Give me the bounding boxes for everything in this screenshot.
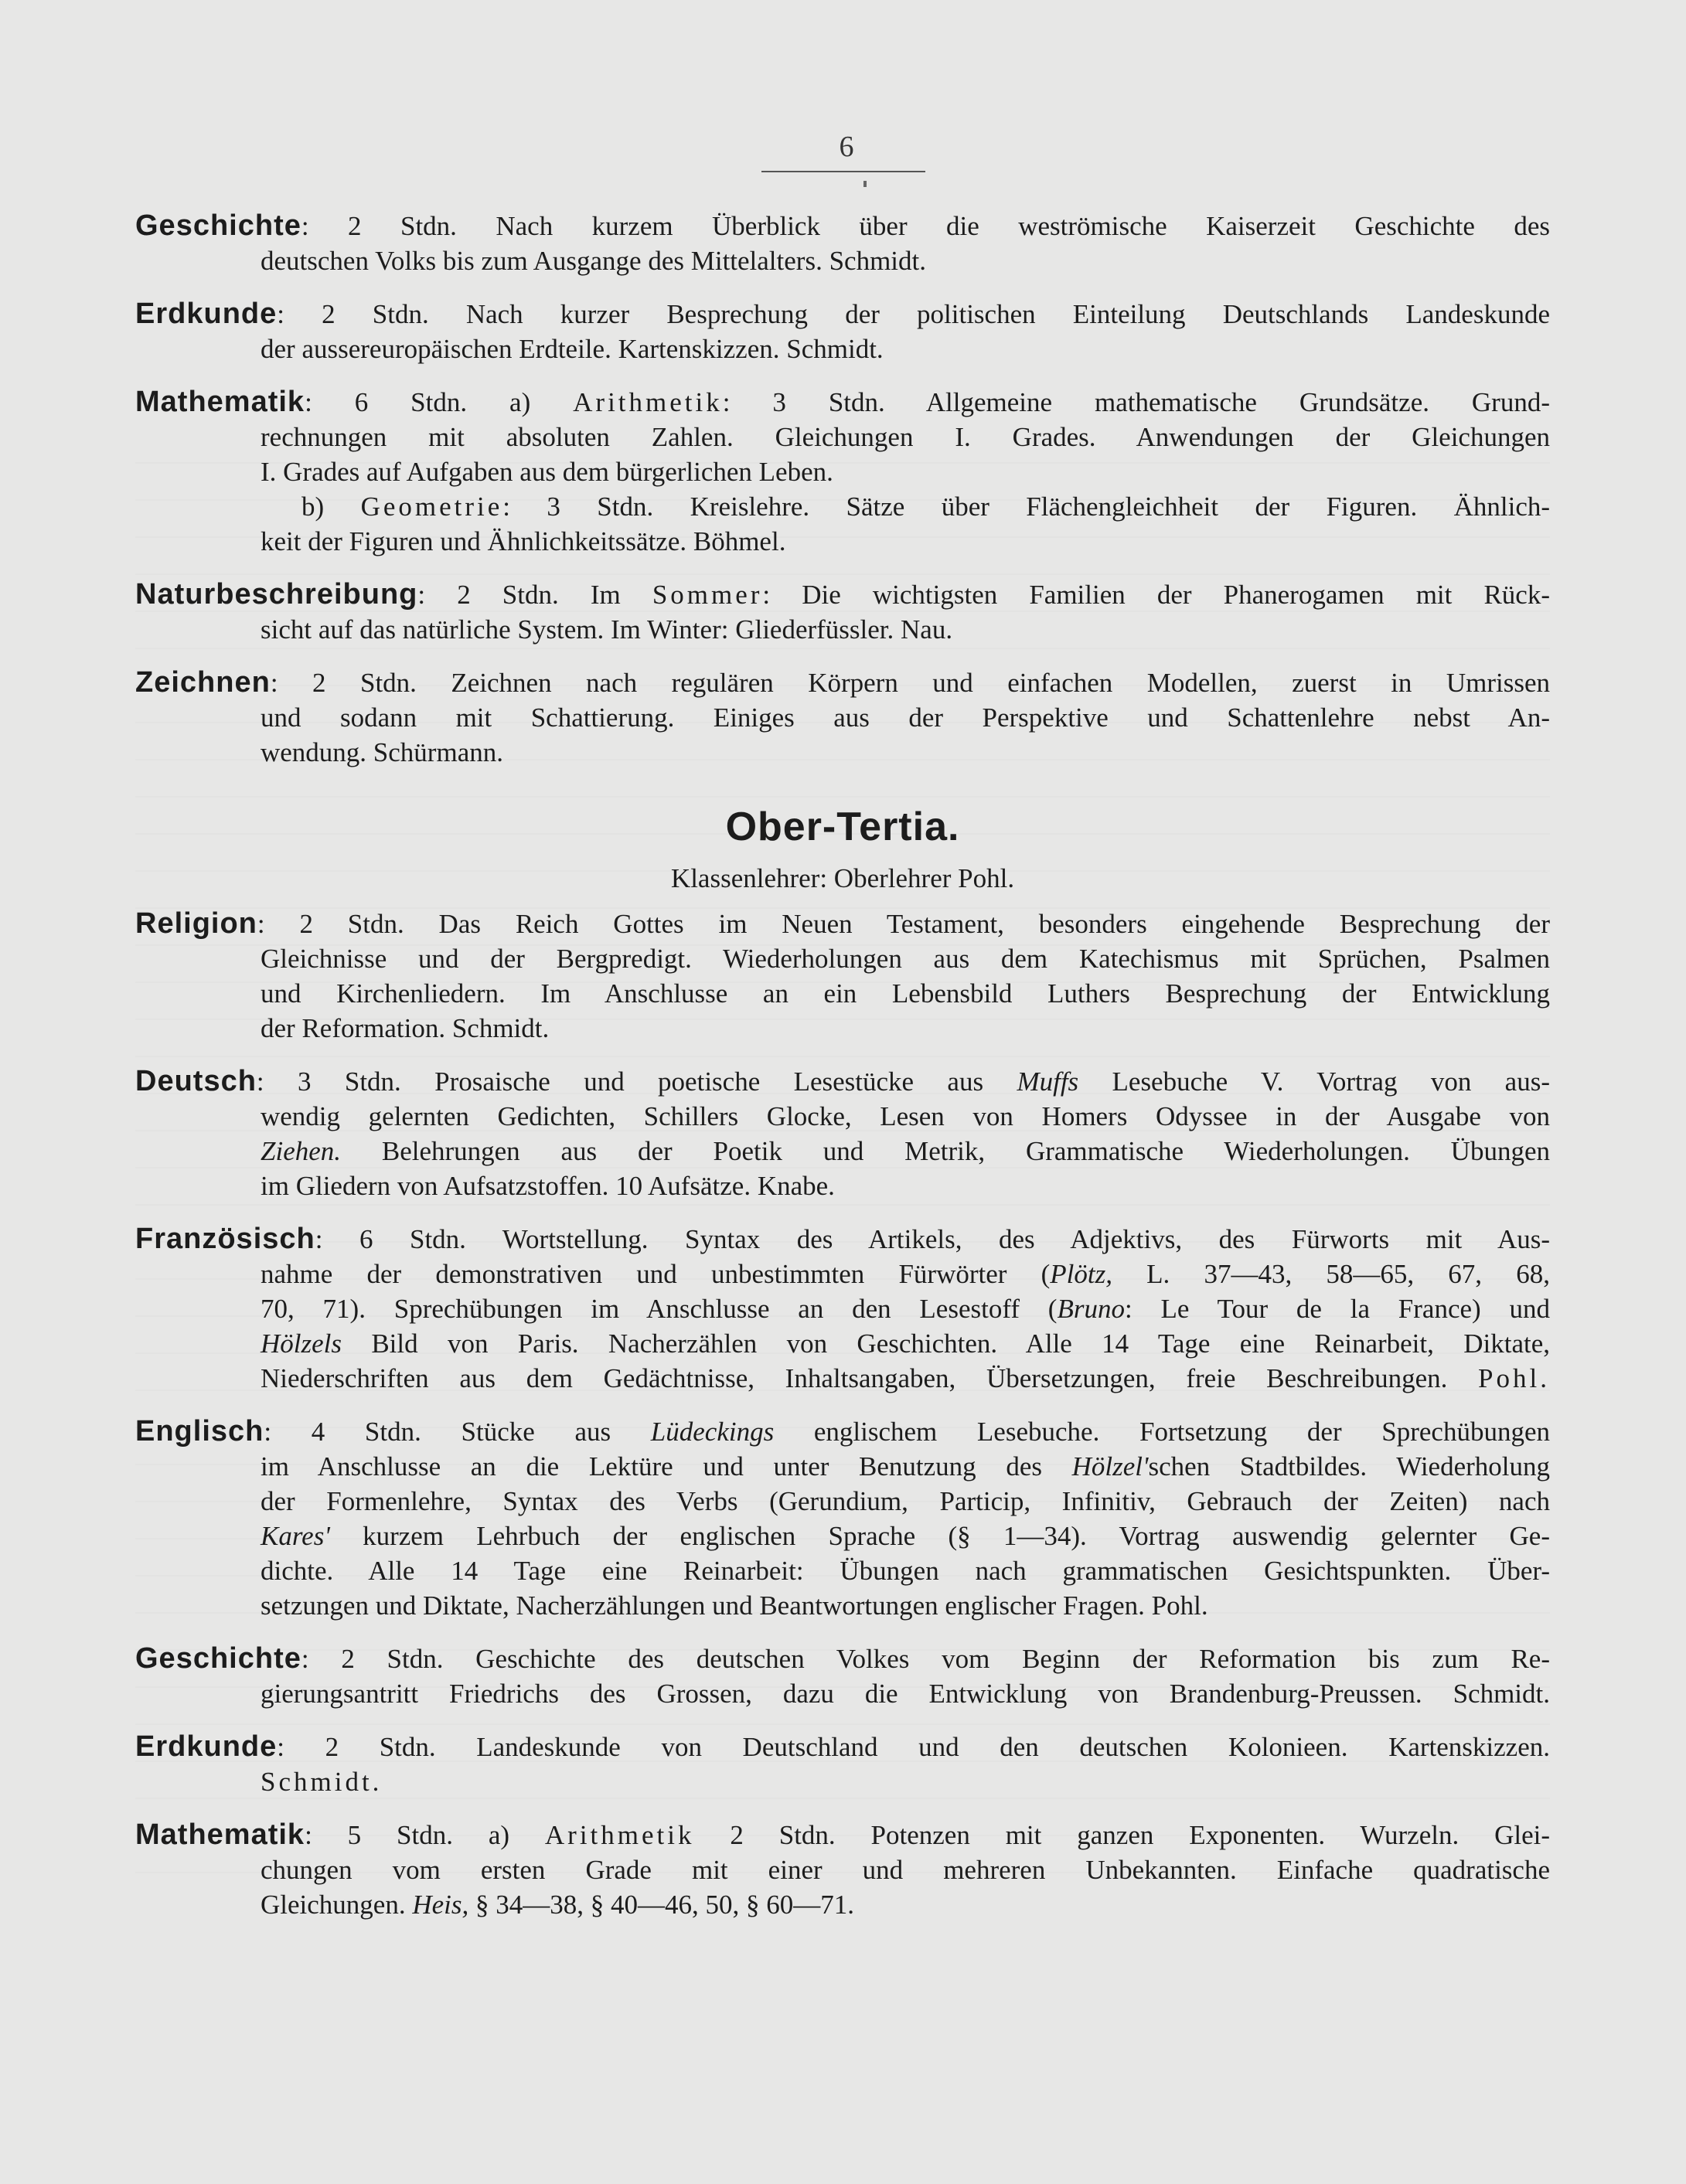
line-text-part: : 6 Stdn. a) [305, 387, 574, 417]
subject-heading: Erdkunde [135, 1730, 278, 1763]
text-line: Gleichnisse und der Bergpredigt. Wiederholungen aus dem Katechismus mit Sprüchen, Psalmen [261, 944, 1550, 974]
spaced-term: Arithmetik [544, 1820, 695, 1850]
text-line: der aussereuropäischen Erdteile. Kartenskizzen. Schmidt. [261, 334, 884, 364]
document-body [135, 209, 1550, 1941]
class-teacher-line: Klassenlehrer: Oberlehrer Pohl. [670, 863, 1015, 893]
line-text-part: : 2 Stdn. Im [417, 580, 652, 610]
line-text-part: 2 Stdn. Potenzen mit ganzen Exponenten. Wurzeln. Glei- [694, 1820, 1551, 1850]
text-line [135, 1222, 1550, 1257]
line-text-part: englischem Lesebuche. Fortsetzung der Sprechübungen [774, 1417, 1550, 1447]
line-text-part: § 34—38, § 40—46, 50, § 60—71. [468, 1890, 854, 1920]
line-text-part: : 4 Stdn. Stücke aus [264, 1417, 651, 1447]
line-text-part: 70, 71). Sprechübungen im Anschlusse an den Lesestoff ( [261, 1294, 1058, 1324]
text-line: setzungen und Diktate, Nacherzählungen und Beantwortungen englischer Fragen. Pohl. [261, 1590, 1208, 1621]
line-text-part: Niederschriften aus dem Gedächtnisse, Inhaltsangaben, Übersetzungen, freie Beschreibungen. [261, 1363, 1479, 1393]
line-text-part: Gleichungen. [261, 1890, 413, 1920]
text-line: und sodann mit Schattierung. Einiges aus der Perspektive und Schattenlehre nebst An- [261, 702, 1550, 733]
line-text-part: : 2 Stdn. Geschichte des deutschen Volkes vom Beginn der Reformation bis zum Re- [301, 1644, 1550, 1674]
subject-heading: Mathematik [135, 386, 305, 418]
spaced-term: Pohl. [1478, 1363, 1550, 1393]
text-line [135, 1064, 1550, 1099]
line-text-part: Lesebuche V. Vortrag von aus- [1078, 1066, 1550, 1097]
entry-naturbeschreibung [135, 577, 1550, 647]
text-line [135, 1257, 1550, 1291]
line-text-part: schen Stadtbildes. Wiederholung [1148, 1451, 1551, 1482]
page-number-rule [761, 171, 925, 172]
rule-tick-mark [863, 181, 867, 187]
text-line: I. Grades auf Aufgaben aus dem bürgerlichen Leben. [261, 457, 833, 487]
text-line: der Formenlehre, Syntax des Verbs (Gerundium, Particip, Infinitiv, Gebrauch der Zeiten) nach [261, 1486, 1550, 1516]
text-line: gierungsantritt Friedrichs des Grossen, dazu die Entwicklung von Brandenburg-Preussen. Schmidt. [261, 1679, 1550, 1709]
entry-mathematik-ober [135, 1818, 1550, 1922]
italic-term: Hölzel' [1071, 1451, 1149, 1482]
page-number: 6 [839, 131, 854, 163]
line-text-part: kurzem Lehrbuch der englischen Sprache (§ 1—34). Vortrag auswendig gelernter Ge- [329, 1521, 1550, 1551]
subject-heading: Erdkunde [135, 298, 278, 330]
line-text-part: Bild von Paris. Nacherzählen von Geschichten. Alle 14 Tage eine Reinarbeit, Diktate, [342, 1328, 1550, 1359]
text-line [135, 209, 1550, 243]
entry-erdkunde [135, 297, 1550, 366]
text-line: rechnungen mit absoluten Zahlen. Gleichungen I. Grades. Anwendungen der Gleichungen [261, 422, 1550, 452]
entry-englisch [135, 1414, 1550, 1623]
entry-religion [135, 907, 1550, 1046]
spaced-term: Sommer [652, 580, 763, 610]
line-text-part: : 3 Stdn. Kreislehre. Sätze über Flächengleichheit der Figuren. Ähnlich- [502, 492, 1551, 522]
text-line [135, 1818, 1550, 1852]
text-line [135, 1326, 1550, 1361]
italic-term: Hölzels [261, 1328, 342, 1359]
text-line [135, 1730, 1550, 1764]
subject-heading: Deutsch [135, 1065, 257, 1097]
text-line: sicht auf das natürliche System. Im Winter: Gliederfüssler. Nau. [261, 614, 953, 645]
text-line [135, 1414, 1550, 1449]
text-line [135, 1134, 1550, 1169]
line-text-part: : 3 Stdn. Prosaische und poetische Lesestücke aus [256, 1066, 1017, 1097]
entry-zeichnen [135, 665, 1550, 770]
subject-heading: Französisch [135, 1223, 315, 1255]
line-text-part: : 2 Stdn. Nach kurzer Besprechung der politischen Einteilung Deutschlands Landeskunde [277, 299, 1550, 329]
text-line [135, 1519, 1550, 1553]
subject-heading: Religion [135, 907, 257, 940]
line-text-part: : Le Tour de la France) und [1124, 1294, 1550, 1324]
line-text-part: im Anschlusse an die Lektüre und unter Benutzung des [261, 1451, 1072, 1482]
line-text-part: b) [301, 492, 361, 522]
subject-heading: Geschichte [135, 1642, 301, 1675]
line-text-part: : 3 Stdn. Allgemeine mathematische Grundsätze. Grund- [722, 387, 1550, 417]
text-line: Schmidt. [261, 1767, 383, 1797]
italic-term: Heis, [412, 1890, 469, 1920]
text-line [135, 1449, 1550, 1484]
text-line: und Kirchenliedern. Im Anschlusse an ein Lebensbild Luthers Besprechung der Entwicklung [261, 978, 1550, 1009]
subject-heading: Mathematik [135, 1818, 305, 1851]
line-text-part: : 2 Stdn. Nach kurzem Überblick über die weströmische Kaiserzeit Geschichte des [301, 211, 1550, 241]
text-line [135, 1361, 1550, 1396]
text-line [135, 1887, 1550, 1922]
text-line [135, 489, 1550, 524]
italic-term: Lüdeckings [650, 1417, 775, 1447]
entry-deutsch [135, 1064, 1550, 1203]
text-line [135, 385, 1550, 420]
text-line: keit der Figuren und Ähnlichkeitssätze. Böhmel. [261, 526, 786, 556]
text-line [135, 297, 1550, 332]
text-line: wendig gelernten Gedichten, Schillers Glocke, Lesen von Homers Odyssee in der Ausgabe von [261, 1101, 1550, 1131]
text-line [135, 907, 1550, 941]
text-line: dichte. Alle 14 Tage eine Reinarbeit: Übungen nach grammatischen Gesichtspunkten. Über- [261, 1556, 1550, 1586]
line-text-part: : 2 Stdn. Das Reich Gottes im Neuen Testament, besonders eingehende Besprechung der [257, 909, 1550, 939]
text-line: im Gliedern von Aufsatzstoffen. 10 Aufsätze. Knabe. [261, 1171, 835, 1201]
text-line: wendung. Schürmann. [261, 737, 503, 767]
spaced-term: Geometrie [360, 492, 503, 522]
line-text-part: : 6 Stdn. Wortstellung. Syntax des Artikels, des Adjektivs, des Fürworts mit Aus- [315, 1224, 1550, 1254]
italic-term: Ziehen. [261, 1136, 342, 1166]
italic-term: Muffs [1017, 1066, 1079, 1097]
text-line [135, 577, 1550, 612]
line-text-part: : 5 Stdn. a) [305, 1820, 545, 1850]
text-line: chungen vom ersten Grade mit einer und mehreren Unbekannten. Einfache quadratische [261, 1855, 1550, 1885]
class-section-title: Ober-Tertia. [725, 805, 960, 849]
subject-heading: Naturbeschreibung [135, 578, 418, 611]
italic-term: Plötz, [1050, 1259, 1112, 1289]
line-text-part: : Die wichtigsten Familien der Phanerogamen mit Rück- [762, 580, 1551, 610]
italic-term: Kares' [261, 1521, 330, 1551]
entry-franzoesisch [135, 1222, 1550, 1396]
entry-erdkunde-ober [135, 1730, 1550, 1799]
subject-heading: Zeichnen [135, 666, 271, 699]
line-text-part: nahme der demonstrativen und unbestimmten Fürwörter ( [261, 1259, 1051, 1289]
entry-mathematik [135, 385, 1550, 559]
line-text-part: : 2 Stdn. Zeichnen nach regulären Körpern und einfachen Modellen, zuerst in Umrissen [270, 668, 1550, 698]
text-line: der Reformation. Schmidt. [261, 1013, 550, 1043]
entry-geschichte [135, 209, 1550, 278]
text-line [135, 1641, 1550, 1676]
text-line [135, 665, 1550, 700]
italic-term: Bruno [1057, 1294, 1125, 1324]
line-text-part: L. 37—43, 58—65, 67, 68, [1112, 1259, 1550, 1289]
text-line: deutschen Volks bis zum Ausgange des Mittelalters. Schmidt. [261, 246, 926, 276]
subject-heading: Geschichte [135, 209, 301, 242]
entry-geschichte-ober [135, 1641, 1550, 1711]
line-text-part: : 2 Stdn. Landeskunde von Deutschland und den deutschen Kolonieen. Kartenskizzen. [277, 1732, 1550, 1762]
text-line [135, 1291, 1550, 1326]
subject-heading: Englisch [135, 1415, 264, 1447]
line-text-part: Belehrungen aus der Poetik und Metrik, Grammatische Wiederholungen. Übungen [341, 1136, 1550, 1166]
spaced-term: Arithmetik [573, 387, 723, 417]
